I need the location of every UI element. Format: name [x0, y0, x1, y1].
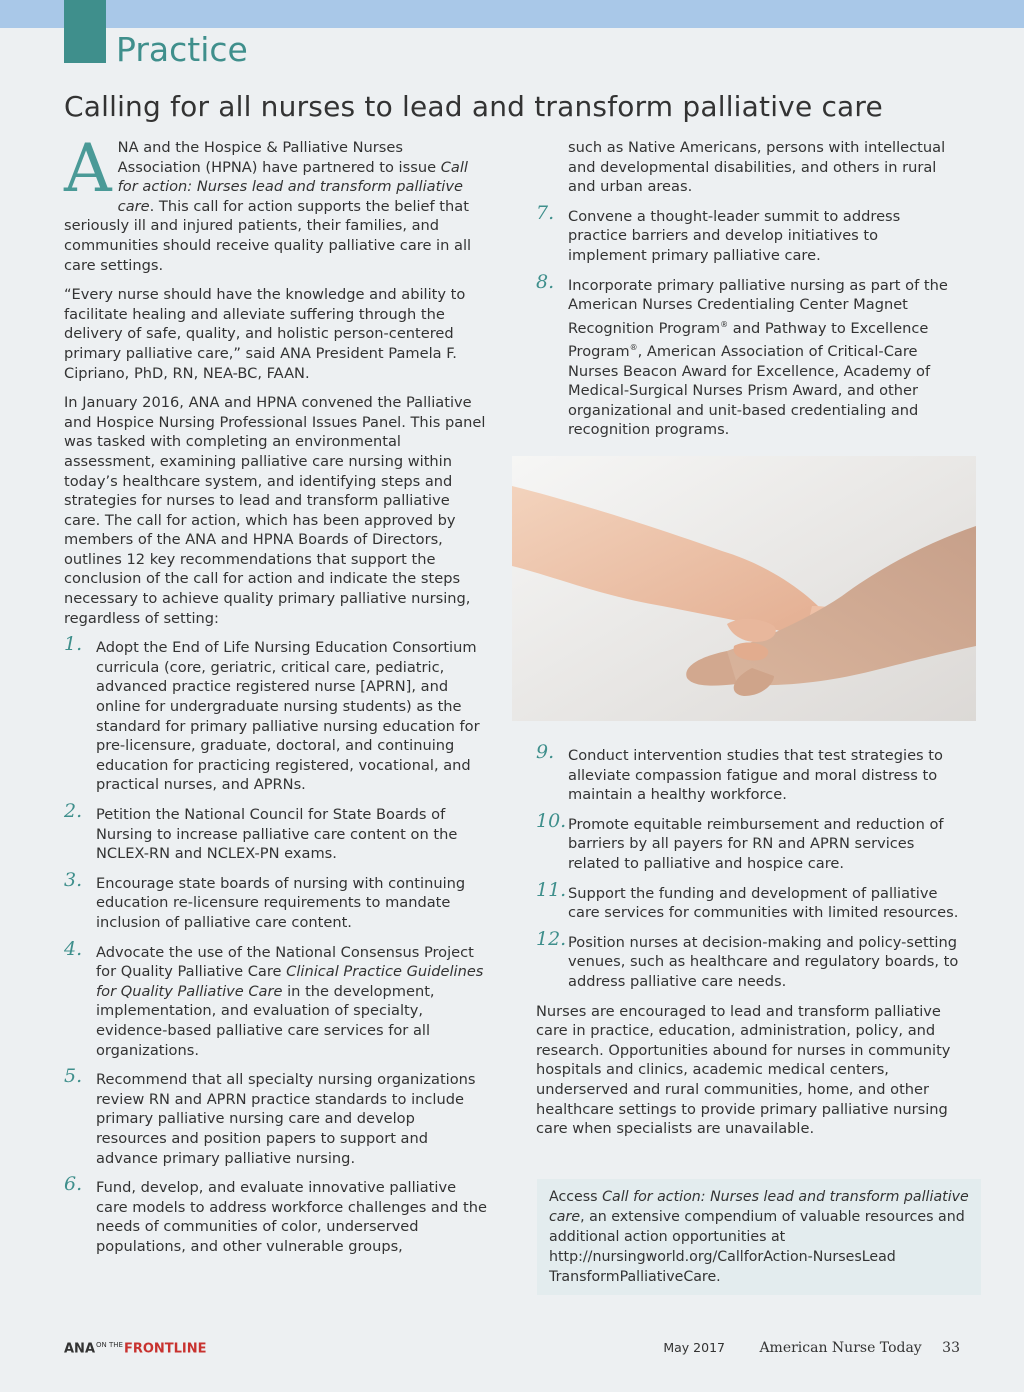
- registered-mark: ®: [629, 343, 638, 353]
- recommendation-9: [536, 741, 961, 805]
- rec-text: Position nurses at decision-making and policy-setting venues, such as healthcare and regulatory boards, to address palliative care needs.: [568, 933, 959, 990]
- recommendation-7: [536, 201, 961, 266]
- rec-text: Convene a thought-leader summit to address practice barriers and develop initiatives to implement primary palliative care.: [568, 207, 901, 264]
- guideline-title: Clinical Practice Guidelines for Quality Palliative Care: [96, 963, 484, 1000]
- left-column: [64, 130, 489, 1266]
- recommendation-2: [64, 800, 489, 864]
- rec-number: 3.: [64, 868, 83, 891]
- brand-on-the: ON THE: [96, 1341, 123, 1349]
- callout-publication-title: Call for action: Nurses lead and transform palliative care: [549, 1189, 969, 1225]
- recommendation-6-continued: [536, 138, 961, 197]
- rec-number: 11.: [536, 878, 567, 901]
- rec-number: 5.: [64, 1065, 83, 1088]
- rec-text: such as Native Americans, persons with intellectual and developmental disabilities, and others in rural and urban areas.: [568, 139, 946, 196]
- registered-mark: ®: [720, 319, 729, 329]
- footer-info: [663, 1340, 960, 1356]
- rec-text: Promote equitable reimbursement and reduction of barriers by all payers for RN and APRN services related to palliative and hospice care.: [568, 815, 944, 872]
- brand-ana: ANA: [64, 1341, 96, 1357]
- rec-number: 8.: [536, 270, 555, 293]
- right-column-bottom: [536, 741, 961, 1149]
- recommendation-10: [536, 809, 961, 874]
- rec-text: Conduct intervention studies that test strategies to alleviate compassion fatigue and moral distress to maintain a healthy workforce.: [568, 747, 943, 804]
- rec-number: 12.: [536, 927, 567, 950]
- section-label: Practice: [116, 30, 248, 69]
- closing-paragraph: Nurses are encouraged to lead and transform palliative care in practice, education, administration, policy, and research. Opportunities abound for nurses in community hospitals and clinics, academic medical centers, underserved and rural communities, home, and other healthcare settings to provide primary palliative nursing care when specialists are unavailable.: [536, 1002, 951, 1138]
- intro-publication-title: Call for action: Nurses lead and transform palliative care: [117, 158, 468, 215]
- recommendation-8: [536, 270, 961, 440]
- rec-text-part: Incorporate primary palliative nursing as part of the American Nurses Credentialing Center Magnet Recognition Program: [568, 276, 948, 337]
- rec-text: [96, 944, 483, 1059]
- rec-text: Support the funding and development of palliative care services for communities with limited resources.: [568, 884, 959, 922]
- rec-number: 6.: [64, 1173, 83, 1196]
- rec-text: Adopt the End of Life Nursing Education Consortium curricula (core, geriatric, critical care, pediatric, advanced practice registered nurse [APRN], and online for undergraduate nursing students) as the standard for primary palliative nursing education for pre-licensure, graduate, doctoral, and continuing education for practicing registered, vocational, and practical nurses, and APRNs.: [96, 639, 480, 794]
- rec-text: Petition the National Council for State Boards of Nursing to increase palliative care content on the NCLEX-RN and NCLEX-PN exams.: [96, 806, 458, 863]
- rec-text-part: Advocate the use of the National Consensus Project for Quality Palliative Care: [96, 943, 474, 981]
- rec-text: Recommend that all specialty nursing organizations review RN and APRN practice standards to include primary palliative nursing care and develop resources and position papers to support and advance primary palliative nursing.: [96, 1071, 476, 1167]
- rec-number: 10.: [536, 809, 567, 832]
- holding-hands-photo: [512, 456, 976, 721]
- magazine-name: American Nurse Today: [759, 1340, 922, 1356]
- rec-number: 2.: [64, 800, 83, 822]
- quote-paragraph: “Every nurse should have the knowledge and ability to facilitate healing and alleviate suffering through the delivery of safe, quality, and holistic person-centered primary palliative care,” said ANA President Pamela F. Cipriano, PhD, RN, NEA-BC, FAAN.: [64, 286, 466, 382]
- intro-text-end: . This call for action supports the belief that seriously ill and injured patients, their families, and communities should receive quality palliative care in all care settings.: [64, 197, 472, 274]
- drop-cap: A: [64, 130, 112, 207]
- rec-number: 9.: [536, 741, 555, 763]
- recommendation-1: [64, 633, 489, 795]
- article-title: Calling for all nurses to lead and transform palliative care: [64, 90, 883, 123]
- rec-number: 7.: [536, 201, 555, 224]
- brand-frontline: FRONTLINE: [123, 1341, 207, 1357]
- recommendation-12: [536, 927, 961, 992]
- hands-illustration: [512, 456, 976, 721]
- issue-date: May 2017: [663, 1340, 725, 1355]
- recommendation-6: [64, 1173, 489, 1256]
- rec-text: [568, 277, 948, 439]
- rec-text: Fund, develop, and evaluate innovative palliative care models to address workforce challenges and the needs of communities of color, underserved populations, and other vulnerable groups,: [96, 1179, 487, 1255]
- page-number: 33: [942, 1340, 960, 1356]
- recommendation-3: [64, 868, 489, 933]
- intro-text: NA and the Hospice & Palliative Nurses Association (HPNA) have partnered to issue: [117, 139, 441, 176]
- intro-paragraph: [64, 130, 489, 275]
- callout-text: Access: [549, 1189, 603, 1205]
- rec-number: 1.: [64, 633, 83, 656]
- callout-link-text[interactable]: , an extensive compendium of valuable resources and additional action opportunities at http://nursingworld.org/CallforAction-NursesLead TransformPalliativeCare.: [549, 1209, 965, 1285]
- rec-text-part: in the development, implementation, and evaluation of specialty, evidence-based palliative care services for all organizations.: [96, 982, 435, 1059]
- top-color-bar: [0, 0, 1024, 28]
- recommendation-5: [64, 1065, 489, 1168]
- rec-text-part: , American Association of Critical-Care Nurses Beacon Award for Excellence, Academy of Medical-Surgical Nurses Prism Award, and other organizational and unit-based credentialing and recognition programs.: [568, 343, 931, 439]
- rec-number: 4.: [64, 937, 83, 960]
- rec-text: Encourage state boards of nursing with continuing education re-licensure requirements to mandate inclusion of palliative care content.: [96, 874, 466, 931]
- resource-callout: [537, 1179, 981, 1295]
- recommendation-4: [64, 937, 489, 1061]
- recommendation-11: [536, 878, 961, 923]
- section-marker: [64, 0, 106, 63]
- right-column-top: [536, 138, 961, 450]
- footer-brand-logo: [64, 1341, 207, 1356]
- panel-paragraph: In January 2016, ANA and HPNA convened the Palliative and Hospice Nursing Professional Issues Panel. This panel was tasked with completing an environmental assessment, examining palliative care nursing within today’s healthcare system, and identifying steps and strategies for nurses to lead and transform palliative care. The call for action, which has been approved by members of the ANA and HPNA Boards of Directors, outlines 12 key recommendations that support the conclusion of the call for action and indicate the steps necessary to achieve quality primary palliative nursing, regardless of setting:: [64, 394, 486, 627]
- rec-text-part: and Pathway to Excellence Program: [568, 319, 929, 361]
